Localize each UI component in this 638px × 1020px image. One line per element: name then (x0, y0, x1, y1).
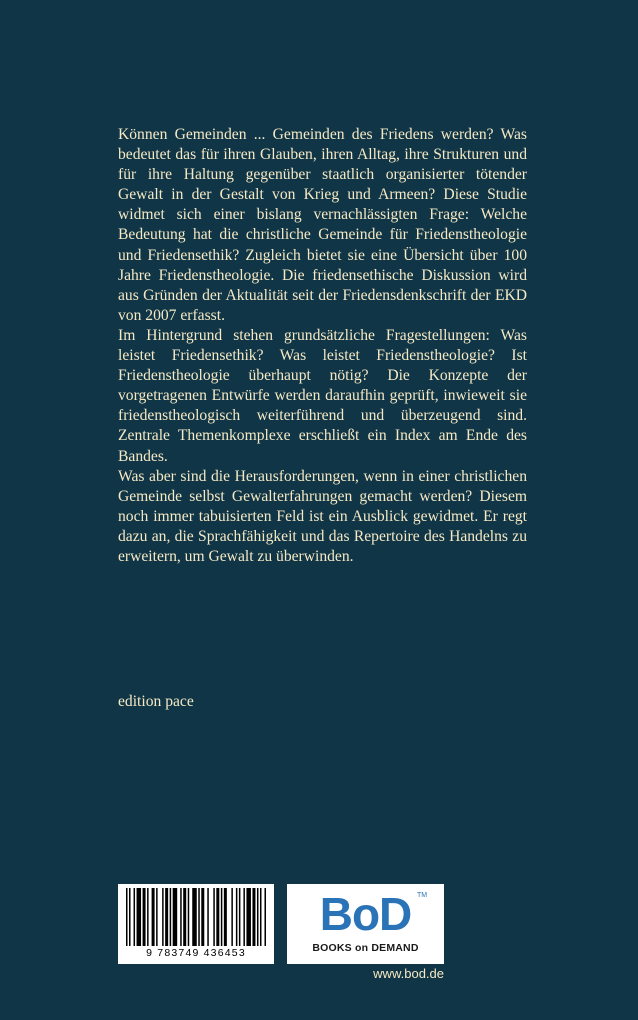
barcode-bar (143, 888, 146, 946)
barcode-bar (201, 888, 204, 946)
barcode-bar (213, 888, 215, 946)
bod-logo-subtitle: BOOKS on DEMAND (312, 942, 419, 954)
barcode-bar (165, 888, 168, 946)
bod-website: www.bod.de (373, 966, 444, 981)
barcode-bar (264, 888, 266, 946)
barcode-bar (183, 888, 186, 946)
barcode-bar (147, 888, 149, 946)
barcode-bar (239, 888, 241, 946)
trademark-sign: TM (417, 892, 428, 899)
barcode-bar (192, 888, 197, 946)
back-cover-blurb (118, 125, 527, 567)
barcode-bar (129, 888, 131, 946)
blurb-paragraph: Im Hintergrund stehen grundsätzliche Fragestellungen: Was leistet Friedensethik? Was leistet Friedenstheologie? Ist Friedenstheologie überhaupt nötig? Die Konzepte der vorgetragenen Entwürfe werden daraufhin geprüft, inwieweit sie friedenstheologisch weiterführend und überzeugend sind. Zentrale Themenkomplexe erschließt ein Index am Ende des Bandes. (118, 326, 527, 465)
publisher-series: edition pace (118, 693, 194, 710)
barcode-bar (246, 888, 251, 946)
isbn-number: 9 783749 436453 (146, 947, 246, 959)
barcode-bar (231, 888, 233, 946)
barcode-bar (216, 888, 219, 946)
barcode-bar (252, 888, 255, 946)
barcode-bar (243, 888, 245, 946)
barcode-icon (126, 888, 266, 946)
barcode-bar (137, 888, 142, 946)
barcode-bar (221, 888, 223, 946)
blurb-paragraph: Was aber sind die Herausforderungen, wenn in einer christlichen Gemeinde selbst Gewalterfahrungen gemacht werden? Diesem noch immer tabuisierten Feld ist ein Ausblick gewidmet. Er regt dazu an, die Sprachfähigkeit und das Repertoire des Handelns zu erweitern, um Gewalt zu überwinden. (118, 467, 527, 565)
barcode-bar (236, 888, 238, 946)
bod-logo-mark: BoD (319, 888, 412, 940)
barcode-bar (188, 888, 190, 946)
barcode-bar (260, 888, 262, 946)
barcode-bar (134, 888, 136, 946)
barcode-bar (152, 888, 155, 946)
barcode-bar (126, 888, 128, 946)
blurb-paragraph: Können Gemeinden ... Gemeinden des Friedens werden? Was bedeutet das für ihren Glauben, ihren Alltag, ihre Strukturen und für ihre Haltung gegenüber staatlich organisierter tötender Gewalt in der Gestalt von Krieg und Armeen? Diese Studie widmet sich einer bislang vernachlässigten Frage: Welche Bedeutung hat die christliche Gemeinde für Friedenstheologie und Friedensethik? Zugleich bietet sie eine Übersicht über 100 Jahre Friedenstheologie. Die friedensethische Diskussion wird aus Gründen der Aktualität seit der Friedensdenkschrift der EKD von 2007 erfasst. (118, 126, 527, 324)
barcode-bar (257, 888, 259, 946)
isbn-barcode (118, 884, 274, 964)
barcode-bar (170, 888, 172, 946)
barcode-bar (180, 888, 182, 946)
barcode-bar (162, 888, 164, 946)
barcode-bar (198, 888, 200, 946)
barcode-bar (156, 888, 158, 946)
bod-logo (287, 884, 444, 964)
barcode-bar (173, 888, 178, 946)
barcode-bar (207, 888, 209, 946)
barcode-bar (224, 888, 227, 946)
